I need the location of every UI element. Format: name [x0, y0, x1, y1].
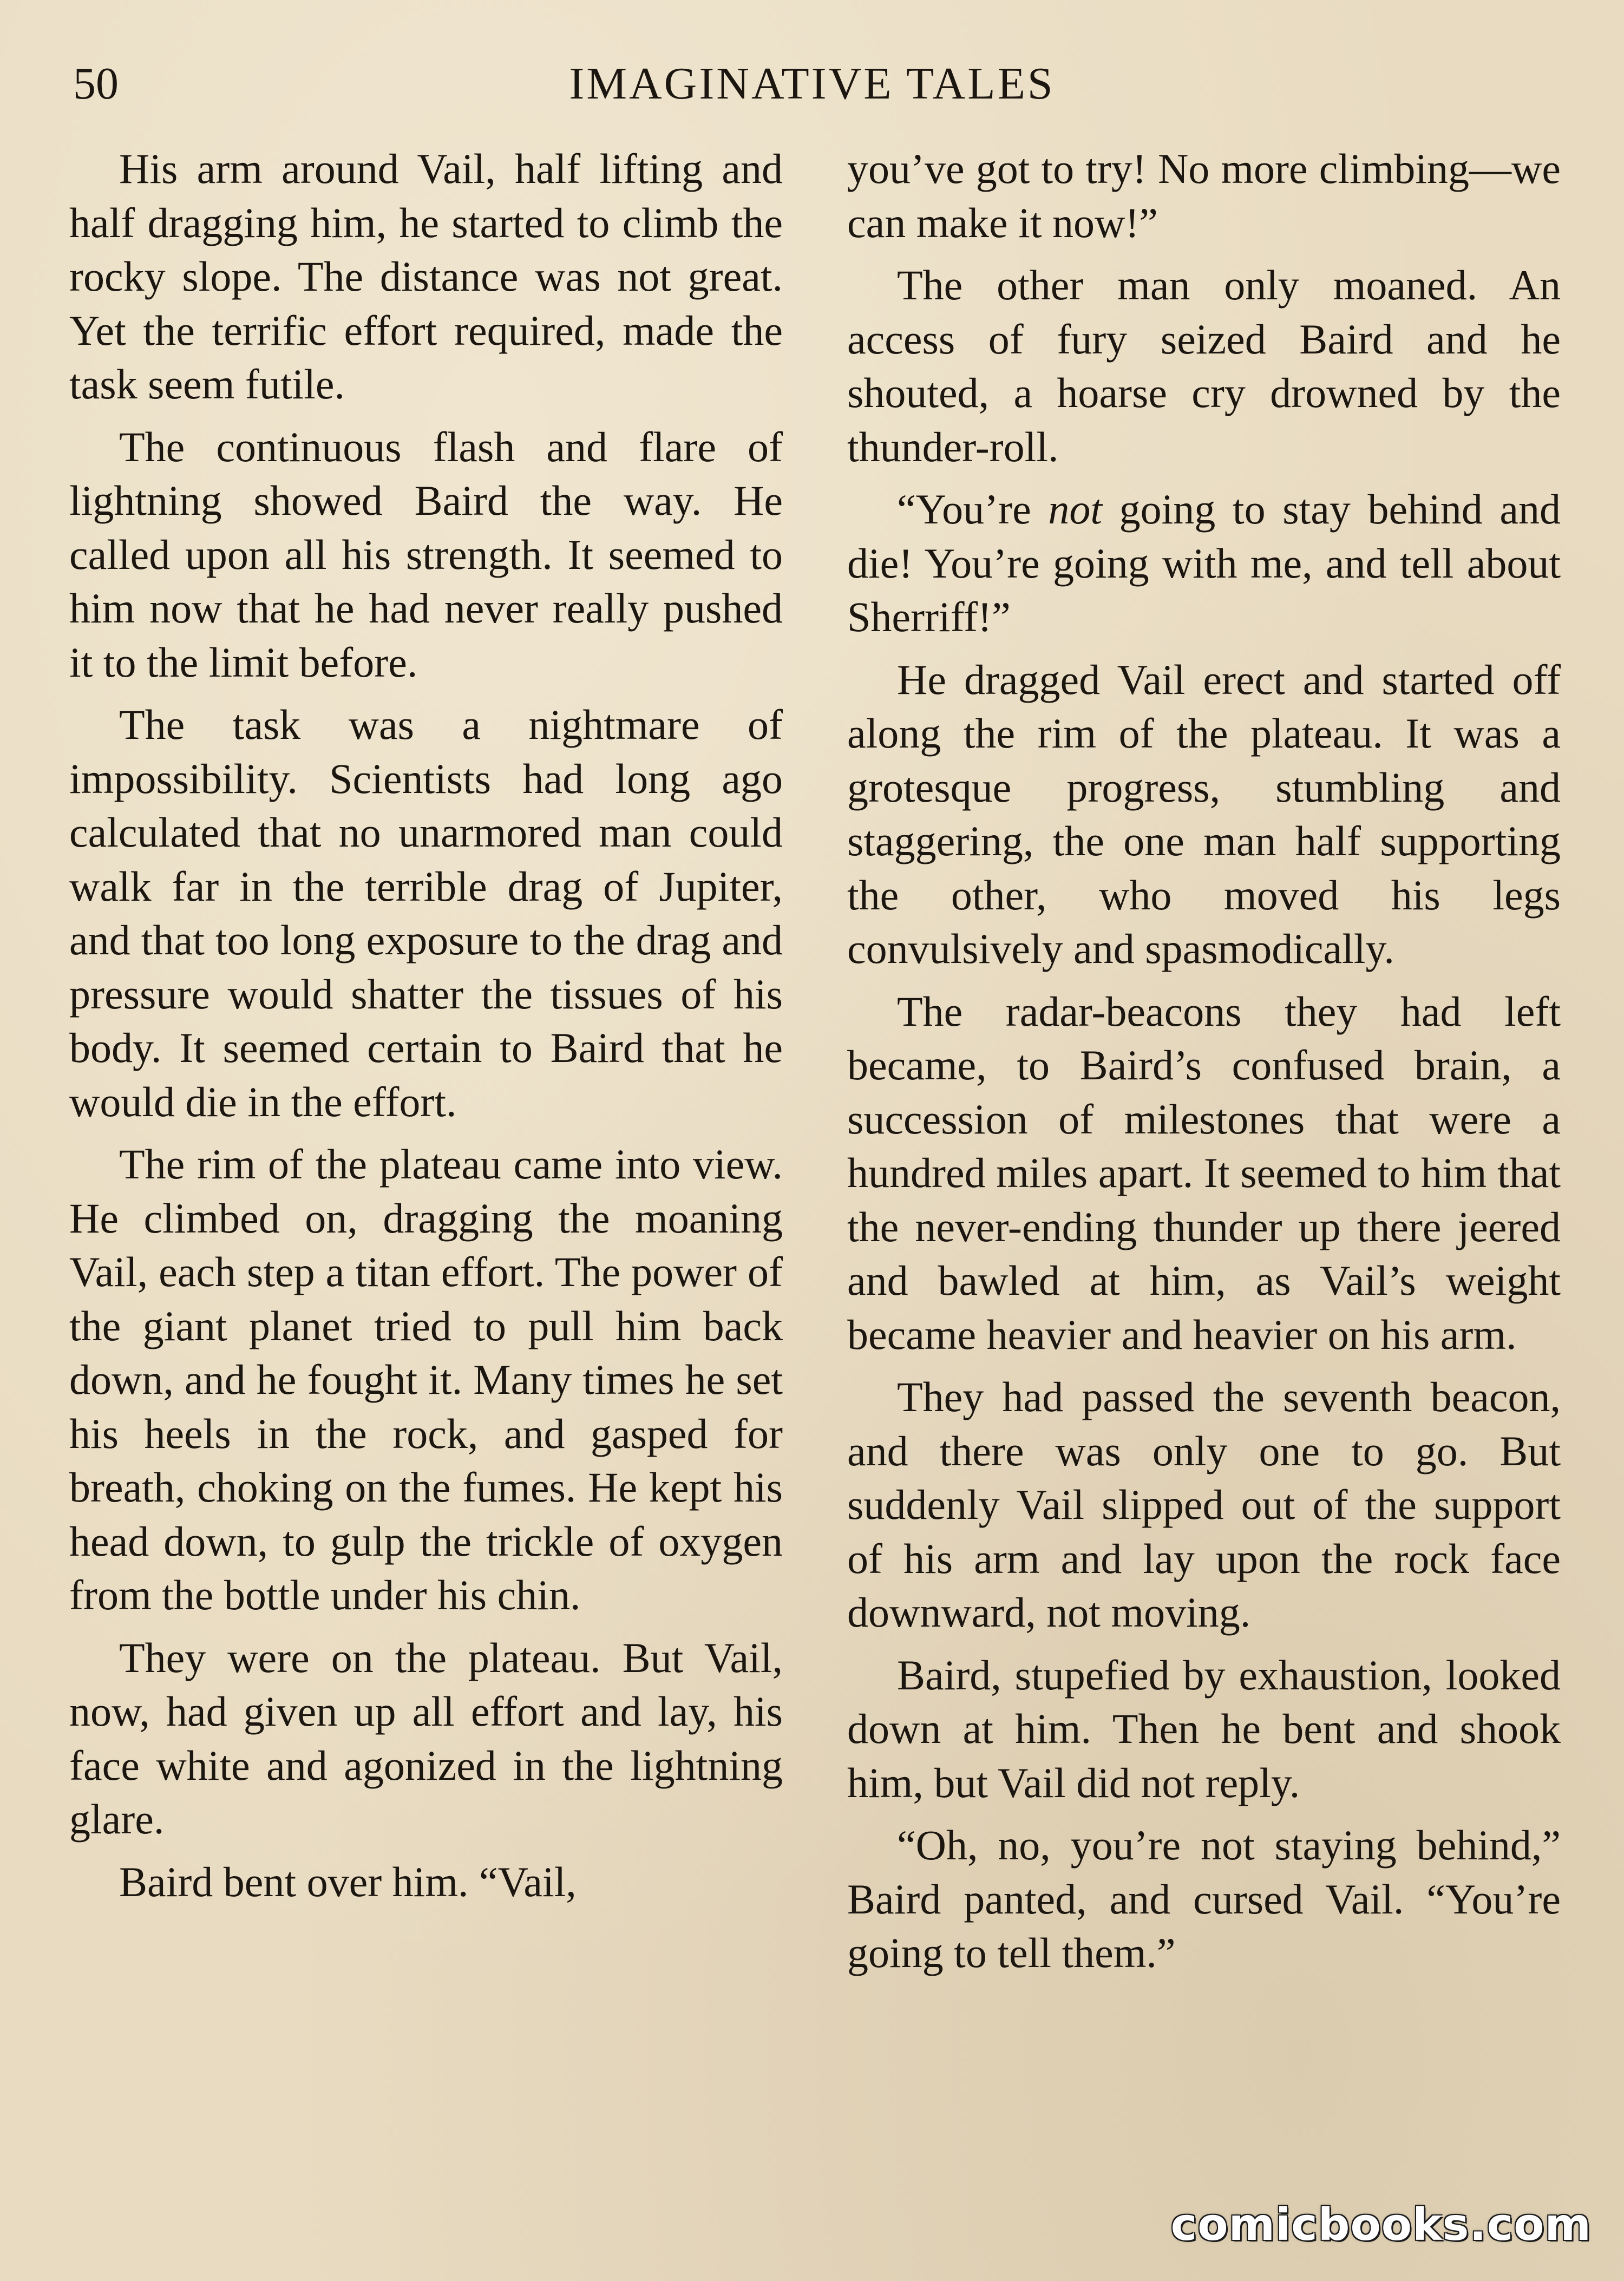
paragraph: The task was a nightmare of impossibility. Scientists had long ago calculated that no unarmored man could walk far in the terrible drag of Jupiter, and that too long exposure to the drag and pressure would shatter the tissues of his body. It seemed certain to Baird that he would die in the effort. — [69, 701, 783, 1125]
paragraph: The radar-beacons they had left became, to Baird’s confused brain, a succession of milestones that were a hundred miles apart. It seemed to him that the never-ending thunder up there jeered and bawled at him, as Vail’s weight became heavier and heavier on his arm. — [847, 987, 1561, 1358]
paragraph: His arm around Vail, half lifting and half dragging him, he started to climb the rocky slope. The distance was not great. Yet the terrific effort required, made the task seem futile. — [69, 145, 783, 408]
paragraph: The other man only moaned. An access of fury seized Baird and he shouted, a hoarse cry drowned by the thunder-roll. — [847, 261, 1561, 470]
paragraph: He dragged Vail erect and started off along the rim of the plateau. It was a grotesque progress, stumbling and staggering, the one man half supporting the other, who moved his legs convulsively and spasmodically. — [847, 656, 1561, 972]
paragraph: They were on the plateau. But Vail, now, had given up all effort and lay, his face white and agonized in the lightning glare. — [69, 1634, 783, 1843]
paragraph-continued: you’ve got to try! No more climbing—we can make it now!” — [847, 145, 1561, 246]
left-column — [69, 142, 783, 1917]
page-header — [0, 54, 1624, 114]
paragraph — [847, 482, 1561, 644]
paragraph: Baird, stupefied by exhaustion, looked down at him. Then he bent and shook him, but Vail did not reply. — [847, 1651, 1561, 1806]
page-number: 50 — [73, 58, 119, 109]
paragraph: “Oh, no, you’re not staying behind,” Baird panted, and cursed Vail. “You’re going to tell them.” — [847, 1821, 1561, 1976]
text-run: going to stay behind and die! You’re going with me, and tell about Sherriff!” — [847, 486, 1561, 640]
running-title: IMAGINATIVE TALES — [569, 58, 1055, 109]
watermark: comicbooks.com — [1170, 2199, 1592, 2251]
text-run: “You’re — [897, 486, 1049, 533]
paragraph: Baird bent over him. “Vail, — [119, 1858, 577, 1905]
emphasis-text: not — [1048, 486, 1102, 533]
right-column — [847, 142, 1561, 1989]
paragraph: They had passed the seventh beacon, and there was only one to go. But suddenly Vail slipped out of the support of his arm and lay upon the rock face downward, not moving. — [847, 1373, 1561, 1636]
paragraph: The rim of the plateau came into view. He climbed on, dragging the moaning Vail, each step a titan effort. The power of the giant planet tried to pull him back down, and he fought it. Many times he set his heels in the rock, and gasped for breath, choking on the fumes. He kept his head down, to gulp the trickle of oxygen from the bottle under his chin. — [69, 1140, 783, 1618]
paragraph: The continuous flash and flare of lightning showed Baird the way. He called upon all his strength. It seemed to him now that he had never really pushed it to the limit before. — [69, 423, 783, 686]
